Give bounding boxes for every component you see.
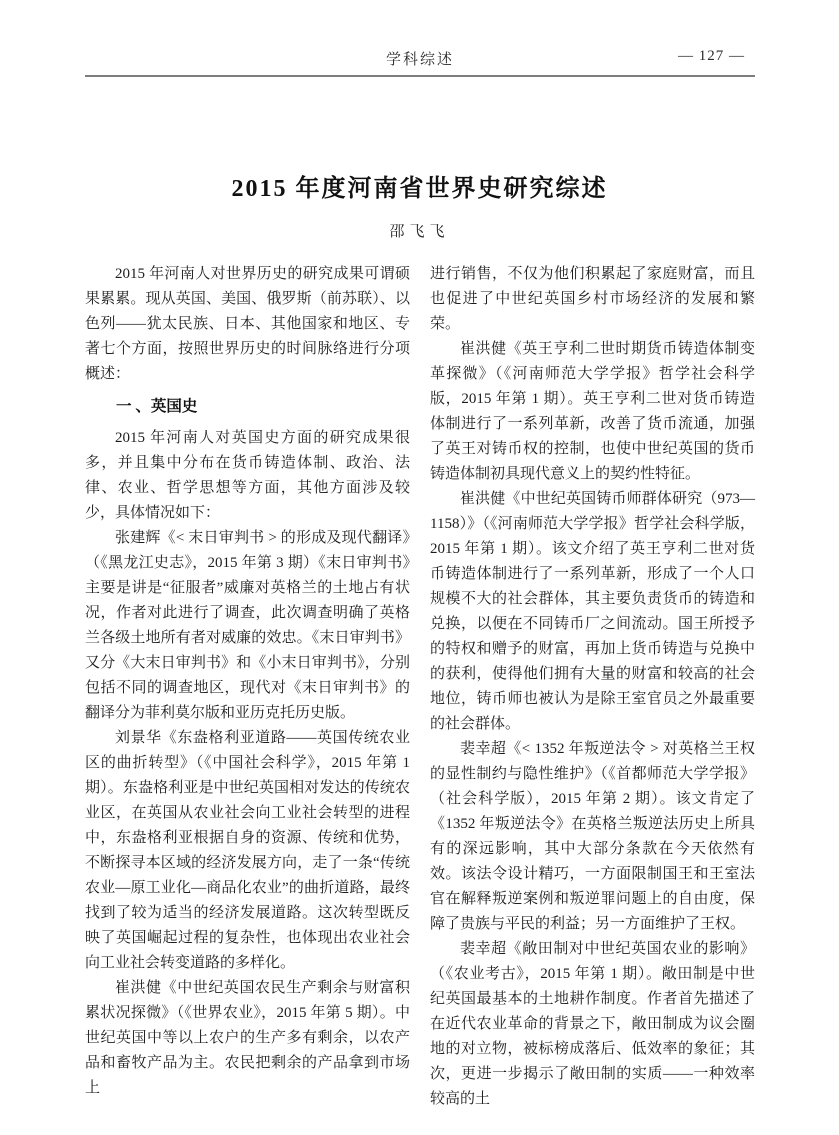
article-author: 邵飞飞 bbox=[389, 224, 450, 240]
header-rule bbox=[85, 75, 755, 77]
left-column bbox=[85, 262, 410, 1112]
article-title: 2015 年度河南省世界史研究综述 bbox=[231, 176, 608, 202]
page-number: — 127 — bbox=[678, 48, 745, 64]
paragraph: 裴幸超《< 1352 年叛逆法令 > 对英格兰王权的显性制约与隐性维护》（《首都师范大学学报》（社会科学版），2015 年第 2 期）。该文肯定了《1352 年叛逆法令》在英格兰叛逆法历史上所具有的深远影响，其中大部分条款在今天依然有效。该法令设计精巧，一方面限制国王和王室法官在解释叛逆案例和叛逆罪问题上的自由度，保障了贵族与平民的利益；另一方面维护了王权。 bbox=[430, 741, 755, 932]
paragraph: 崔洪健《中世纪英国铸币师群体研究（973—1158）》（《河南师范大学学报》哲学社会科学版，2015 年第 1 期）。该文介绍了英王亨利二世对货币铸造体制进行了一系列革新，形成了一个人口规模不大的社会群体，其主要负责货币的铸造和兑换，以便在不同铸币厂之间流动。国王所授予的特权和赠予的财富，再加上货币铸造与兑换中的获利，使得他们拥有大量的财富和较高的社会地位，铸币师也被认为是除王室官员之外最重要的社会群体。 bbox=[430, 491, 755, 732]
paragraph: 裴幸超《敞田制对中世纪英国农业的影响》（《农业考古》，2015 年第 1 期）。敞田制是中世纪英国最基本的土地耕作制度。作者首先描述了在近代农业革命的背景之下，敞田制成为议会圈地的对立物，被标榜成落后、低效率的象征；其次，更进一步揭示了敞田制的实质——一种效率较高的土 bbox=[430, 941, 755, 1107]
section-heading-england: 一 、英国史 bbox=[116, 398, 198, 415]
paragraph: 崔洪健《英王亨利二世时期货币铸造体制变革探微》（《河南师范大学学报》哲学社会科学版，2015 年第 1 期）。英王亨利二世对货币铸造体制进行了一系列革新，改善了货币流通，加强了英王对铸币权的控制，也使中世纪英国的货币铸造体制初具现代意义上的契约性特征。 bbox=[430, 341, 755, 482]
paragraph-intro: 2015 年河南人对世界历史的研究成果可谓硕果累累。现从英国、美国、俄罗斯（前苏联）、以色列——犹太民族、日本、其他国家和地区、专著七个方面，按照世界历史的时间脉络进行分项概述： bbox=[85, 266, 410, 382]
body-columns bbox=[85, 262, 755, 1112]
paragraph: 张建辉《< 末日审判书 > 的形成及现代翻译》（《黑龙江史志》，2015 年第 3 期）《末日审判书》主要是讲是“征服者”威廉对英格兰的土地占有状况，作者对此进行了调查，此次调查明确了英格兰各级土地所有者对威廉的效忠。《末日审判书》又分《大末日审判书》和《小末日审判书》，分别包括不同的调查地区，现代对《末日审判书》的翻译分为菲利莫尔版和亚历克托历史版。 bbox=[85, 530, 410, 721]
paragraph-continuation: 进行销售，不仅为他们积累起了家庭财富，而且也促进了中世纪英国乡村市场经济的发展和繁荣。 bbox=[430, 266, 755, 332]
running-head bbox=[85, 48, 755, 70]
paragraph: 刘景华《东盎格利亚道路——英国传统农业区的曲折转型》（《中国社会科学》，2015 年第 1 期）。东盎格利亚是中世纪英国相对发达的传统农业区，在英国从农业社会向工业社会转型的进程中，东盎格利亚根据自身的资源、传统和优势，不断探寻本区域的经济发展方向，走了一条“传统农业—原工业化—商品化农业”的曲折道路，最终找到了较为适当的经济发展道路。这次转型既反映了英国崛起过程的复杂性，也体现出农业社会向工业社会转变道路的多样化。 bbox=[85, 730, 410, 971]
paragraph: 崔洪健《中世纪英国农民生产剩余与财富积累状况探微》（《世界农业》，2015 年第 5 期）。中世纪英国中等以上农户的生产多有剩余，以农产品和畜牧产品为主。农民把剩余的产品拿到市场上 bbox=[85, 980, 410, 1096]
running-head-section-label: 学科综述 bbox=[385, 52, 454, 68]
paragraph: 2015 年河南人对英国史方面的研究成果很多，并且集中分布在货币铸造体制、政治、法律、农业、哲学思想等方面，其他方面涉及较少，具体情况如下： bbox=[85, 430, 410, 521]
right-column bbox=[430, 262, 755, 1112]
